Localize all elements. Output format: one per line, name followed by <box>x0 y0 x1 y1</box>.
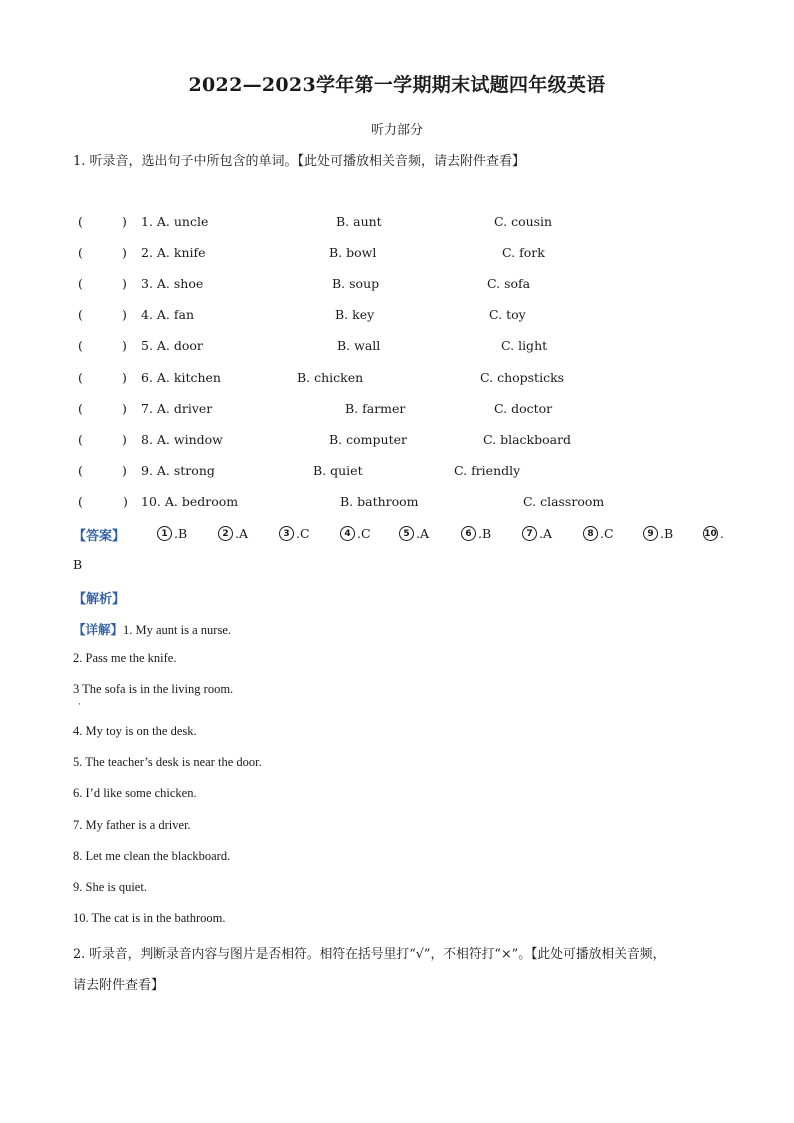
answer-blank-open: ( <box>78 276 83 291</box>
answer-value: .C <box>296 526 310 541</box>
answer-blank-open: ( <box>78 432 83 447</box>
answer-value: .C <box>357 526 371 541</box>
answer-value: .B <box>660 526 674 541</box>
option-b: B. wall <box>337 338 381 353</box>
answer-item <box>157 526 187 541</box>
answer-blank-close: ) <box>122 463 127 478</box>
explanation-line: 6. I’d like some chicken. <box>73 786 197 800</box>
answer-blank-close: ) <box>122 401 127 416</box>
answer-item <box>218 526 248 541</box>
option-b: B. key <box>335 307 375 322</box>
option-a: 4. A. fan <box>141 307 195 322</box>
option-a: 3. A. shoe <box>141 276 204 291</box>
explanation-line: 9. She is quiet. <box>73 880 147 894</box>
circled-number: 1 <box>157 526 172 541</box>
circled-number: 4 <box>340 526 355 541</box>
answer-blank-open: ( <box>78 463 83 478</box>
option-c: C. chopsticks <box>480 370 565 385</box>
answer-value: .A <box>416 526 430 541</box>
answer-value: .C <box>600 526 614 541</box>
answer-blank-close: ) <box>122 307 127 322</box>
circled-number: 8 <box>583 526 598 541</box>
answer-value: .B <box>174 526 188 541</box>
option-c: C. sofa <box>487 276 531 291</box>
answer-blank-open: ( <box>78 338 83 353</box>
answer-item <box>703 526 724 541</box>
document-title: 2022—2023学年第一学期期末试题四年级英语 <box>188 74 606 96</box>
answer-blank-close: ) <box>122 245 127 260</box>
option-c: C. cousin <box>494 214 553 229</box>
explanation-line: 8. Let me clean the blackboard. <box>73 849 231 863</box>
answer-item <box>643 526 673 541</box>
option-c: C. classroom <box>523 494 605 509</box>
question-2-prompt-cont: 请去附件查看】 <box>73 978 165 993</box>
list-item <box>0 276 794 296</box>
detail-line <box>73 620 231 638</box>
option-a: 6. A. kitchen <box>141 370 221 385</box>
section-title: 听力部分 <box>370 123 423 138</box>
answer-blank-close: ) <box>122 214 127 229</box>
answer-blank-close: ) <box>122 276 127 291</box>
list-item <box>0 494 794 514</box>
answer-item <box>279 526 310 541</box>
option-a: 2. A. knife <box>141 245 206 260</box>
explanation-line: 7. My father is a driver. <box>73 818 191 832</box>
answer-blank-open: ( <box>78 494 83 509</box>
option-c: C. doctor <box>494 401 553 416</box>
option-c: C. toy <box>489 307 526 322</box>
answer-blank-open: ( <box>78 401 83 416</box>
option-b: B. computer <box>329 432 407 447</box>
answer-item <box>522 526 552 541</box>
option-c: C. blackboard <box>483 432 572 447</box>
answer-item <box>340 526 371 541</box>
option-a: 9. A. strong <box>141 463 215 478</box>
answer-blank-open: ( <box>78 245 83 260</box>
answer-tag: 【答案】 <box>73 529 126 544</box>
detail-tag: 【详解】 <box>73 622 124 637</box>
explanation-line: 4. My toy is on the desk. <box>73 724 197 738</box>
answer-blank-open: ( <box>78 307 83 322</box>
circled-number: 10 <box>703 526 718 541</box>
answer-value: .A <box>539 526 553 541</box>
option-b: B. aunt <box>336 214 382 229</box>
list-item <box>0 401 794 421</box>
option-b: B. soup <box>332 276 380 291</box>
answer-blank-open: ( <box>78 214 83 229</box>
list-item <box>0 338 794 358</box>
answer-blank-close: ) <box>123 494 128 509</box>
analysis-tag: 【解析】 <box>73 592 126 607</box>
explanation-line: 10. The cat is in the bathroom. <box>73 911 226 925</box>
circled-number: 3 <box>279 526 294 541</box>
option-b: B. quiet <box>313 463 363 478</box>
option-c: C. fork <box>502 245 545 260</box>
option-a: 10. A. bedroom <box>141 494 239 509</box>
option-b: B. farmer <box>345 401 406 416</box>
explanation-line: 3 The sofa is in the living room. <box>73 682 234 696</box>
option-b: B. bathroom <box>340 494 419 509</box>
answer-item <box>461 526 491 541</box>
circled-number: 7 <box>522 526 537 541</box>
answer-value: .A <box>235 526 249 541</box>
question-1-prompt: 1. 听录音，选出句子中所包含的单词。【此处可播放相关音频，请去附件查看】 <box>73 154 526 169</box>
option-a: 7. A. driver <box>141 401 213 416</box>
explanation-line: 5. The teacher’s desk is near the door. <box>73 755 262 769</box>
list-item <box>0 463 794 483</box>
stray-dot: · <box>78 700 81 710</box>
list-item <box>0 370 794 390</box>
option-c: C. friendly <box>454 463 521 478</box>
option-a: 1. A. uncle <box>141 214 209 229</box>
answer-blank-open: ( <box>78 370 83 385</box>
option-a: 5. A. door <box>141 338 203 353</box>
answer-item <box>583 526 614 541</box>
option-b: B. bowl <box>329 245 377 260</box>
answer-value: .B <box>478 526 492 541</box>
list-item <box>0 245 794 265</box>
list-item <box>0 432 794 452</box>
answer-blank-close: ) <box>122 338 127 353</box>
circled-number: 9 <box>643 526 658 541</box>
answer-item <box>399 526 429 541</box>
question-2-prompt: 2. 听录音，判断录音内容与图片是否相符。相符在括号里打“√”，不相符打“×”。【此处可播放相关音频， <box>73 947 666 962</box>
answer-blank-close: ) <box>122 432 127 447</box>
option-a: 8. A. window <box>141 432 223 447</box>
circled-number: 2 <box>218 526 233 541</box>
list-item <box>0 214 794 234</box>
answer-blank-close: ) <box>122 370 127 385</box>
answer-wrap-text: B <box>73 557 83 572</box>
explanation-text: 1. My aunt is a nurse. <box>123 623 231 637</box>
option-b: B. chicken <box>297 370 364 385</box>
circled-number: 5 <box>399 526 414 541</box>
option-c: C. light <box>501 338 548 353</box>
answer-value: . <box>720 526 724 541</box>
list-item <box>0 307 794 327</box>
explanation-line: 2. Pass me the knife. <box>73 651 177 665</box>
circled-number: 6 <box>461 526 476 541</box>
